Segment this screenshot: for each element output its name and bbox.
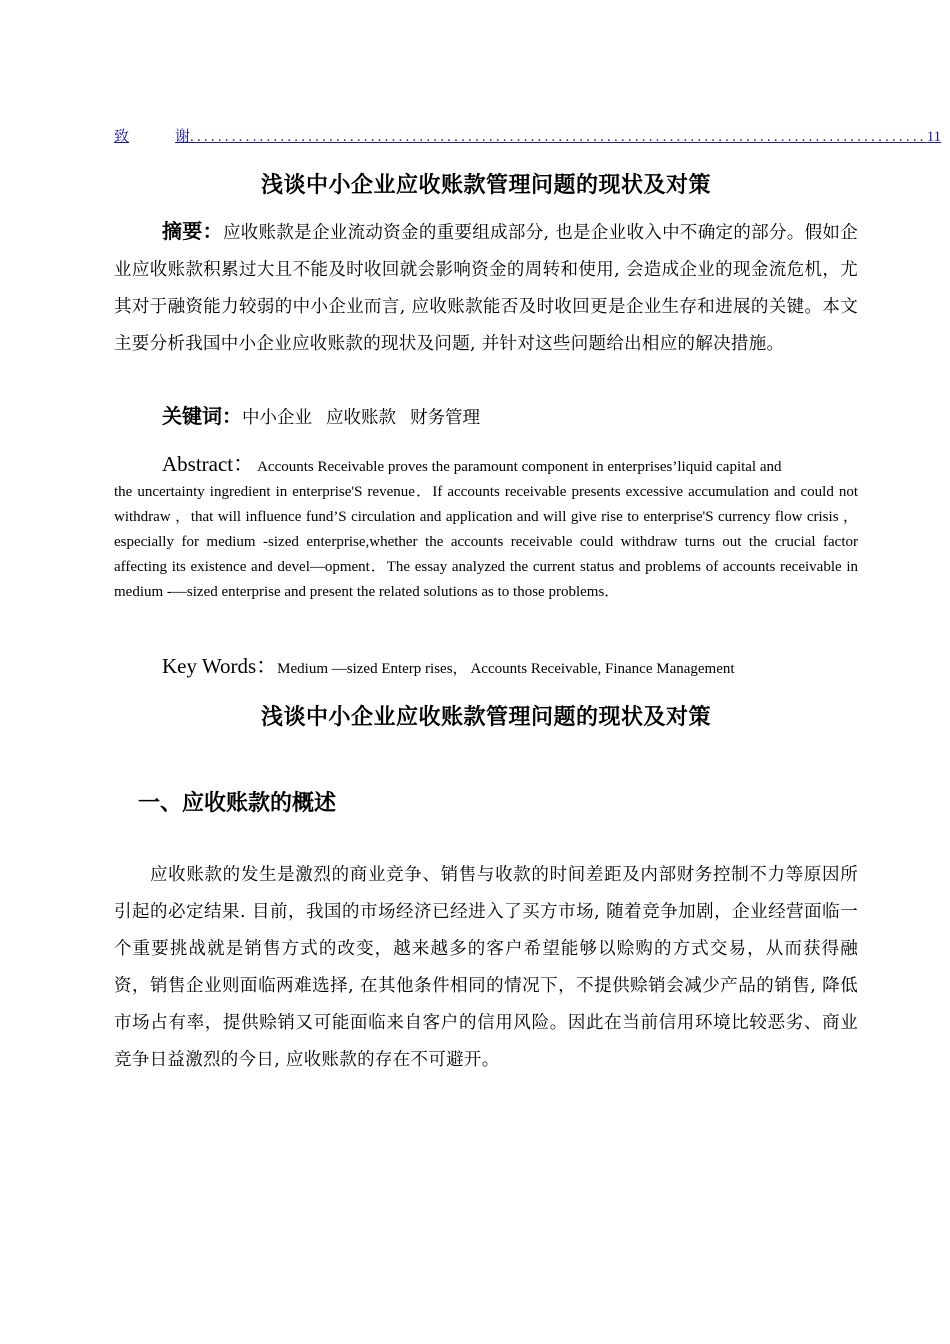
- toc-entry-acknowledgements[interactable]: [114, 126, 942, 146]
- keyword-item: 中小企业: [242, 408, 312, 428]
- toc-entry-label: 致 谢: [114, 129, 191, 145]
- chinese-abstract: [114, 213, 858, 363]
- toc-leader-dots: ..........................................................................................................: [190, 129, 927, 145]
- english-abstract-text: the uncertainty ingredient in enterprise'S revenue．If accounts receivable presents excessive accumulation and could not withdraw ，that will influence fund’S circulation and application and will give rise to enterprise'S currency flow crisis ，especially for medium -sized enterprise,whether the accounts receivable could withdraw turns out the crucial factor affecting its existence and devel—opment．The essay analyzed the current status and problems of accounts receivable in medium -—sized enterprise and present the related solutions as to those problems．: [114, 484, 858, 600]
- toc-page-number: 11: [926, 129, 942, 145]
- section-heading: 一、应收账款的概述: [138, 791, 337, 816]
- english-keywords-label: Key Words：: [162, 654, 278, 678]
- english-keywords-text: Medium —sized Enterp rises， Accounts Receivable, Finance Management: [277, 661, 735, 677]
- english-abstract-first-line: Accounts Receivable proves the paramount component in enterprises’liquid capital and: [257, 459, 782, 475]
- abstract-text: 应收账款是企业流动资金的重要组成部分, 也是企业收入中不确定的部分。假如企业应收账款积累过大且不能及时收回就会影响资金的周转和使用, 会造成企业的现金流危机，尤其对于融资能力较弱的中小企业而言, 应收账款能否及时收回更是企业生存和进展的关键。本文主要分析我国中小企业应收账款的现状及问题, 并针对这些问题给出相应的解决措施。: [114, 223, 858, 354]
- section-body-paragraph: 应收账款的发生是激烈的商业竞争、销售与收款的时间差距及内部财务控制不力等原因所引起的必定结果. 目前，我国的市场经济已经进入了买方市场, 随着竞争加剧，企业经营面临一个重要挑战就是销售方式的改变，越来越多的客户希望能够以赊购的方式交易，从而获得融资，销售企业则面临两难选择, 在其他条件相同的情况下，不提供赊销会减少产品的销售, 降低市场占有率，提供赊销又可能面临来自客户的信用风险。因此在当前信用环境比较恶劣、商业竞争日益激烈的今日, 应收账款的存在不可避开。: [114, 865, 858, 1070]
- english-abstract-label: Abstract：: [162, 452, 255, 476]
- keyword-item: 应收账款: [326, 408, 396, 428]
- keyword-item: 财务管理: [410, 408, 480, 428]
- document-title: 浅谈中小企业应收账款管理问题的现状及对策: [260, 173, 711, 198]
- english-abstract: [114, 452, 858, 605]
- english-keywords: [162, 650, 735, 680]
- chinese-keywords: [162, 398, 494, 437]
- main-title: 浅谈中小企业应收账款管理问题的现状及对策: [260, 705, 711, 730]
- keywords-label: 关键词：: [162, 404, 242, 428]
- abstract-label: 摘要：: [162, 219, 223, 243]
